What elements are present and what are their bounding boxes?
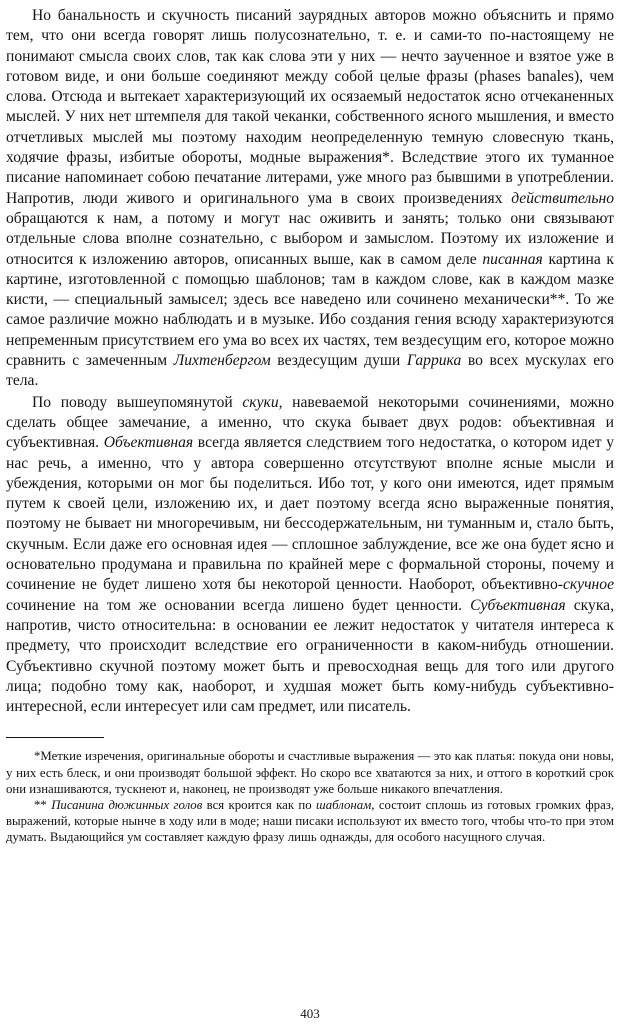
italic-run: действительно [511, 189, 614, 207]
text-run: обращаются к нам, а потому и могут нас оживить и занять; только они связывают отдельные слова вполне сознательно, с выбором и замыслом. Поэтому их изложение и относится к изложению авторов, описанных выше, как в самом деле [6, 209, 614, 268]
text-run: вездесущим души [270, 352, 407, 370]
italic-run: скуки, [242, 393, 283, 411]
main-text [6, 6, 614, 717]
italic-run: скучное [562, 576, 614, 594]
text-run: ** [34, 798, 52, 812]
footnote [6, 748, 614, 797]
footnote-divider [6, 737, 104, 738]
italic-run: писанная [482, 250, 543, 268]
italic-run: Объективная [103, 434, 194, 452]
text-run: картина к картине, изготовленной с помощью шаблонов; там в каждом слове, как в каждом мазке кисти, — специальный замысел; здесь все наведено или сочинено механически**. То же самое различие можно наблюдать и в музыке. Ибо создания гения всюду характеризуются непременным присутствием его ума во всех их частях, тем вездесущим его, которое можно сравнить с замеченным [6, 250, 614, 370]
text-run: вся кроится как по [202, 798, 317, 812]
italic-run: Лихтенбергом [173, 352, 271, 370]
paragraph [6, 393, 614, 718]
italic-run: Гаррика [406, 352, 462, 370]
text-run: сочинение на том же основании всегда лишено будет ценности. [6, 596, 471, 614]
text-run: По поводу вышеупомянутой [32, 393, 243, 411]
text-run: во всех мускулах его тела. [6, 352, 614, 390]
page-number: 403 [300, 1006, 320, 1021]
text-run: Но банальность и скучность писаний заурядных авторов можно объяснить и прямо тем, что они всегда говорят лишь полусознательно, т. е. и сами-то по-настоящему не понимают смысла своих слов, так как слова эти у них — нечто заученное и взятое уже в готовом виде, и они больше соединяют между собой целые фразы (phases banales), чем слова. Отсюда и вытекает характеризующий их осязаемый недостаток ясно отчеканенных мыслей. У них нет штемпеля для такой чеканки, собственного ясного мышления, и вместо отчетливых мыслей мы поэтому находим неопределенную темную словесную ткань, ходячие фразы, избитые обороты, модные выражения*. Вследствие этого их туманное писание напоминает собою печатание литерами, уже много раз бывшими в употреблении. Напротив, люди живого и оригинального ума в своих произведениях [6, 7, 614, 207]
italic-run: Писанина дюжинных голов [51, 798, 203, 812]
italic-run: шаблонам, [316, 798, 375, 812]
footnotes [6, 748, 614, 845]
text-run: навеваемой некоторыми сочинениями, можно сделать общее замечание, а именно, что скука бывает двух родов: объективная и субъективная. [6, 393, 614, 452]
italic-run: Субъективная [470, 596, 566, 614]
footnote [6, 797, 614, 846]
text-run: всегда является следствием того недостатка, о котором идет у нас речь, а именно, что у автора совершенно отсутствуют вполне ясные мысли и убеждения, которыми он мог бы поделиться. Ибо тот, у кого они имеются, идет прямым путем к своей цели, изложению их, и дает поэтому всегда ясно выраженные понятия, поэтому не бывает ни многоречивым, ни бессодержательным, ни туманным и, стало быть, скучным. Если даже его основная идея — сплошное заблуждение, все же она будет ясно и основательно продумана и правильна по крайней мере с формальной стороны, почему и сочинение не будет лишено хотя бы некоторой ценности. Наоборот, объективно- [6, 434, 614, 594]
text-run: скука, напротив, чисто относительна: в основании ее лежит недостаток у читателя интереса к предмету, что происходит вследствие его ограниченности в каком-нибудь отношении. Субъективно скучной поэтому может быть и превосходная вещь для того или другого лица; подобно тому как, наоборот, и худшая может быть кому-нибудь субъективно-интересной, если интересует или сам предмет, или писатель. [6, 596, 614, 716]
text-run: состоит сплошь из готовых громких фраз, выражений, которые нынче в ходу или в моде; наши писаки используют их вместо того, чтобы что-то при этом думать. Выдающийся ум составляет каждую фразу лишь однажды, для особого насущного случая. [6, 798, 615, 845]
text-run: *Меткие изречения, оригинальные обороты и счастливые выражения — это как платья: покуда они новы, у них есть блеск, и они производят большой эффект. Но скоро все хватаются за них, и оттого в короткий срок они изнашиваются, тускнеют и, наконец, не производят уже больше никакого впечатления. [6, 749, 614, 796]
paragraph [6, 6, 614, 392]
